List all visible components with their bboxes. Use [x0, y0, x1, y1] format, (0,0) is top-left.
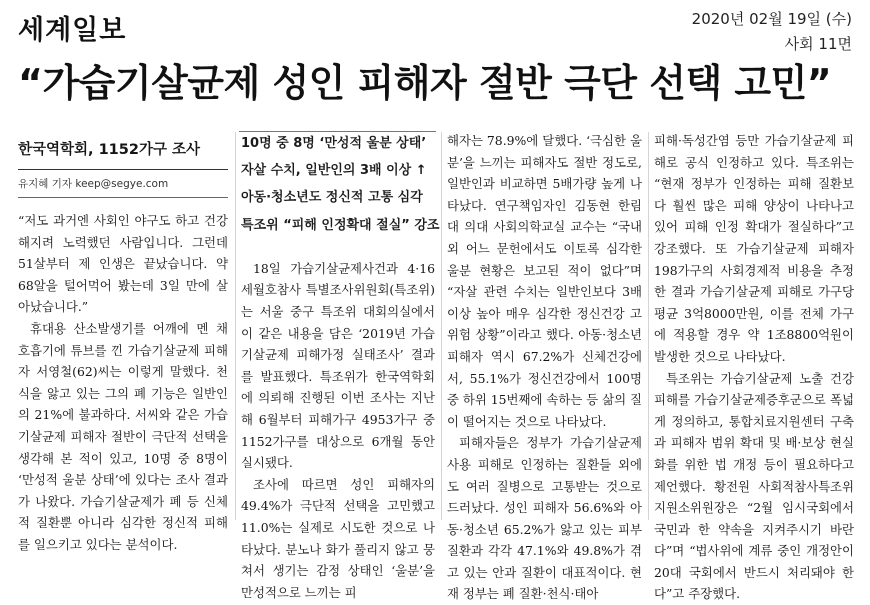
body-paragraph: 휴대용 산소발생기를 어깨에 멘 채 호흡기에 튜브를 낀 가습기살균제 피해자 서영철(62)씨는 이렇게 말했다. 천식을 앓고 있는 그의 폐 기능은 일반인의 21%에 불과하다. 서씨와 같은 가습기살균제 피해자 절반이 극단적 선택을 생각해 본 적이 있고, 10명 중 8명이 ‘만성적 울분 상태’에 있다는 조사 결과가 나왔다. 가습기살균제가 폐 등 신체적 질환뿐 아니라 심각한 정신적 피해를 일으키고 있다는 분석이다.: [18, 320, 228, 552]
article-column-2: [241, 130, 440, 603]
column-separator: [648, 132, 649, 520]
deck-line: 특조위 “피해 인정확대 절실” 강조: [241, 217, 440, 233]
issue-date: 2020년 02월 19일 (수): [691, 10, 852, 28]
body-paragraph: 피해자들은 정부가 가습기살균제 사용 피해로 인정하는 질환들 외에도 여러 질병으로 고통받는 것으로 드러났다. 성인 피해자 56.6%와 아동·청소년 65.2%가 앓고 있는 피부 질환과 각각 47.1%와 49.8%가 겪고 있는 안과 질환이 대표적이다. 현재 정부는 폐 질환·천식·태아: [447, 435, 642, 602]
body-paragraph: 해자는 78.9%에 달했다. ‘극심한 울분’을 느끼는 피해자도 절반 정도로, 일반인과 비교하면 5배가량 높게 나타났다. 연구책임자인 김동현 한림대 의대 사회의학교실 교수는 “국내외 어느 문헌에서도 이토록 심각한 울분 현황은 보고된 적이 없다”며 “자살 관련 수치는 일반인보다 3배 이상 높아 매우 심각한 정신건강 고위험 상황”이라고 했다. 아동·청소년 피해자 역시 67.2%가 신체건강에서, 55.1%가 정신건강에서 100명 중 하위 15번째에 속하는 등 삶의 질이 떨어지는 것으로 나타났다.: [447, 133, 642, 429]
deck-line: 아동·청소년도 정신적 고통 심각: [241, 190, 423, 206]
body-paragraph: 18일 가습기살균제사건과 4·16세월호참사 특별조사위원회(특조위)는 서울 중구 특조위 대회의실에서 이 같은 내용을 담은 ‘2019년 가습기살균제 피해가정 실태조사’ 결과를 발표했다. 특조위가 한국역학회에 의뢰해 진행된 이번 조사는 지난해 6월부터 피해가구 4953가구 중 1152가구를 대상으로 6개월 동안 실시됐다.: [241, 260, 435, 471]
column-separator: [441, 132, 442, 520]
article-deck: [241, 130, 440, 239]
body-paragraph: 특조위는 가습기살균제 노출 건강피해를 가습기살균제증후군으로 폭넓게 정의하고, 통합치료지원센터 구축과 피해자 범위 확대 및 배·보상 현실화를 위한 법 개정 등이 필요하다고 제언했다. 황전원 사회적참사특조위 지원소위원장은 “2월 임시국회에서 국민과 한 약속을 지켜주시기 바란다”며 “법사위에 계류 중인 개정안이 20대 국회에서 반드시 처리돼야 한다”고 주장했다.: [654, 370, 854, 602]
deck-line: 10명 중 8명 ‘만성적 울분 상태’: [241, 136, 427, 151]
body-paragraph: “저도 과거엔 사회인 야구도 하고 건강해지려 노력했던 사람입니다. 그런데 51살부터 제 인생은 끝났습니다. 약 68알을 털어먹어 봤는데 3일 만에 살아났습니다.”: [18, 213, 228, 315]
column-separator: [235, 132, 236, 520]
section-page: 사회 11면: [784, 35, 852, 53]
newspaper-masthead: 세계일보: [18, 15, 127, 46]
article-column-3: [447, 130, 642, 605]
body-paragraph: 피해·독성간염 등만 가습기살균제 피해로 공식 인정하고 있다. 특조위는 “현재 정부가 인정하는 피해 질환보다 훨씬 많은 피해 양상이 나타나고 있어 피해 인정 확대가 절실하다”고 강조했다. 또 가습기살균제 피해자 198가구의 사회경제적 비용을 추정한 결과 가습기살균제 피해로 가구당 평균 3억8000만원, 이를 전체 가구에 적용할 경우 약 1조8800억원이 발생한 것으로 나타났다.: [654, 133, 854, 364]
article-byline: 유지혜 기자 keep@segye.com: [18, 177, 228, 198]
body-paragraph: 조사에 따르면 성인 피해자의 49.4%가 극단적 선택을 고민했고 11.0%는 실제로 시도한 것으로 나타났다. 분노나 화가 풀리지 않고 뭉쳐서 생기는 감정 상태인 ‘울분’을 만성적으로 느끼는 피: [241, 476, 435, 600]
deck-line: 자살 수치, 일반인의 3배 이상 ↑: [241, 163, 427, 179]
article-headline: “가습기살균제 성인 피해자 절반 극단 선택 고민”: [18, 61, 832, 105]
article-kicker: 한국역학회, 1152가구 조사: [18, 130, 228, 170]
article-column-4: [654, 130, 854, 605]
article-column-1: [18, 130, 228, 556]
